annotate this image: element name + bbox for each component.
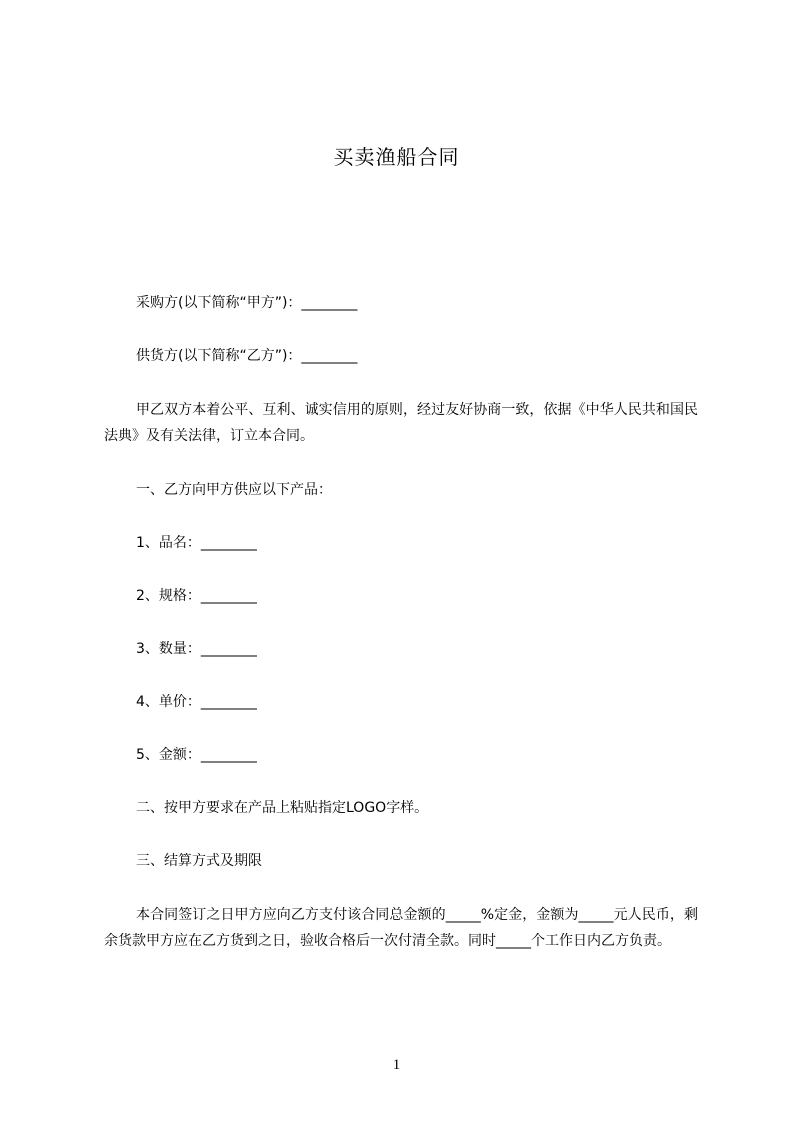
intro-text: 甲乙双方本着公平、互利、诚实信用的原则，经过友好协商一致，依据《中华人民共和国民法典》及有关法律，订立本合同。 [104,402,698,444]
section-3-heading: 三、结算方式及期限 [136,853,262,869]
item-amount-line: 5、金额：________ [136,747,257,763]
section-1-heading: 一、乙方向甲方供应以下产品： [136,482,332,498]
seller-line: 供货方(以下简称“乙方”)：________ [136,348,358,364]
section-3-text: 本合同签订之日甲方应向乙方支付该合同总金额的_____%定金，金额为_____元人民币，剩余货款甲方应在乙方货到之日，验收合格后一次付清全款。同时_____个工作日内乙方负责。 [104,907,698,949]
item-quantity-line: 3、数量：________ [136,641,257,657]
page-number: 1 [392,1057,401,1073]
section-3-paragraph [104,902,698,954]
document-title: 买卖渔船合同 [333,145,460,169]
intro-paragraph [104,397,698,449]
buyer-line: 采购方(以下简称“甲方”)：________ [136,295,358,311]
item-unit-price-line: 4、单价：________ [136,694,257,710]
section-2-heading: 二、按甲方要求在产品上粘贴指定LOGO字样。 [136,800,429,816]
item-spec-line: 2、规格：________ [136,588,257,604]
item-name-line: 1、品名：________ [136,535,257,551]
